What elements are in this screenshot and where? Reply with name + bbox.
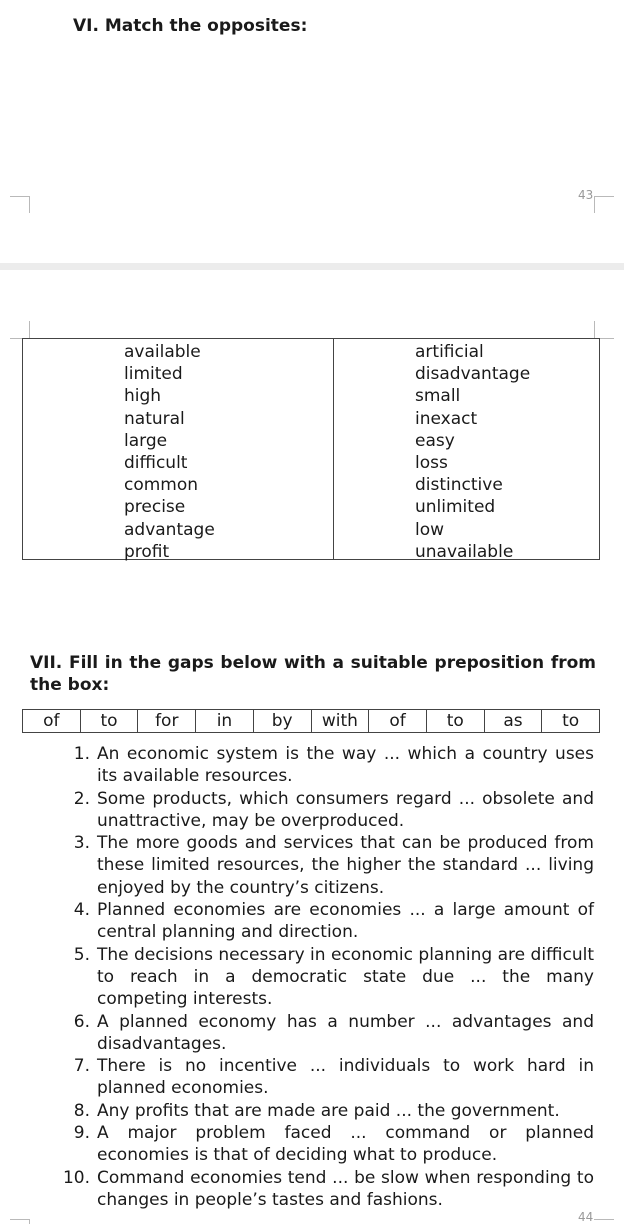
preposition-cell: in <box>196 710 254 732</box>
sentence-text: Any profits that are made are paid ... the government. <box>97 1100 560 1121</box>
sentence-number: 4. <box>73 900 90 921</box>
sentence-item <box>0 1167 624 1212</box>
sentence-item <box>0 788 624 833</box>
page44-bottom-corner-left-vertical <box>29 1219 30 1224</box>
preposition-cell: of <box>23 710 81 732</box>
preposition-cell: to <box>81 710 139 732</box>
sentence-text: A major problem faced ... command or planned economies is that of deciding what to produce. <box>97 1123 594 1166</box>
preposition-cell: as <box>485 710 543 732</box>
sentence-item <box>0 832 624 899</box>
corner-mark-right <box>594 196 614 197</box>
sentence-item <box>0 944 624 1011</box>
opposite-word: loss <box>415 453 448 474</box>
section-vi-heading: VI. Match the opposites: <box>73 16 308 36</box>
page44-corner-left-vertical <box>29 321 30 338</box>
sentence-number: 7. <box>73 1056 90 1077</box>
opposites-left-column <box>124 341 215 563</box>
corner-mark-left <box>10 196 30 197</box>
sentence-text: There is no incentive ... individuals to work hard in planned economies. <box>97 1056 594 1099</box>
sentence-number: 10. <box>62 1167 90 1188</box>
opposite-word: distinctive <box>415 475 503 496</box>
opposite-word: advantage <box>124 519 215 540</box>
sentence-text: Some products, which consumers regard ... obsolete and unattractive, may be overproduced. <box>97 788 594 831</box>
preposition-cell: by <box>254 710 312 732</box>
sentence-text: Command economies tend ... be slow when responding to changes in people’s tastes and fashions. <box>97 1167 594 1210</box>
opposite-word: small <box>415 386 461 407</box>
preposition-cell: to <box>562 711 580 731</box>
opposite-word: inexact <box>415 408 478 429</box>
sentence-number: 5. <box>73 944 90 965</box>
page-number-44: 44 <box>578 1210 594 1224</box>
page-number-43: 43 <box>578 188 594 202</box>
opposite-word: artificial <box>415 342 484 362</box>
opposite-word: difficult <box>124 453 188 474</box>
preposition-cell: with <box>312 710 370 732</box>
preposition-cell: of <box>369 710 427 732</box>
opposite-word: disadvantage <box>415 364 531 385</box>
sentence-number: 2. <box>73 788 90 809</box>
opposite-word: unlimited <box>415 497 496 518</box>
opposite-word: high <box>124 386 162 407</box>
opposite-word: profit <box>124 541 170 562</box>
preposition-cell: for <box>138 710 196 732</box>
page44-bottom-corner-left <box>10 1219 30 1220</box>
corner-mark-right-vertical <box>594 196 595 213</box>
sentence-item <box>0 1011 624 1056</box>
sentence-number: 9. <box>73 1123 90 1144</box>
opposites-table-divider <box>333 339 334 559</box>
opposite-word: low <box>415 519 445 540</box>
sentence-text: The decisions necessary in economic planning are difficult to reach in a democratic state due ... the many competing interests. <box>97 944 594 1010</box>
page44-corner-right-vertical <box>594 321 595 338</box>
page-separator <box>0 263 624 270</box>
sentence-item <box>0 1122 624 1167</box>
sentence-list <box>0 743 624 1211</box>
section-vii-heading: VII. Fill in the gaps below with a suitable preposition from the box: <box>30 653 596 695</box>
corner-mark-left-vertical <box>29 196 30 213</box>
preposition-box <box>22 709 600 733</box>
sentence-item <box>0 899 624 944</box>
sentence-item <box>0 1100 624 1122</box>
opposites-table <box>22 338 600 560</box>
opposite-word: large <box>124 430 168 451</box>
opposites-right-column <box>415 341 530 563</box>
opposite-word: precise <box>124 497 186 518</box>
sentence-text: Planned economies are economies ... a large amount of central planning and direction. <box>97 900 594 943</box>
opposite-word: easy <box>415 430 455 451</box>
sentence-text: A planned economy has a number ... advantages and disadvantages. <box>97 1011 594 1054</box>
sentence-text: An economic system is the way ... which a country uses its available resources. <box>97 744 594 787</box>
opposite-word: unavailable <box>415 541 514 562</box>
preposition-cell: to <box>427 710 485 732</box>
sentence-item <box>0 1055 624 1100</box>
sentence-text: The more goods and services that can be produced from these limited resources, the higher the standard ... living enjoyed by the country’s citizens. <box>97 833 594 898</box>
sentence-number: 8. <box>73 1100 90 1121</box>
page44-bottom-corner-right <box>594 1219 614 1220</box>
sentence-number: 3. <box>73 833 90 854</box>
opposite-word: natural <box>124 408 185 429</box>
sentence-number: 1. <box>73 744 90 764</box>
opposite-word: available <box>124 342 201 362</box>
opposite-word: limited <box>124 364 183 385</box>
opposite-word: common <box>124 475 199 496</box>
sentence-item <box>0 743 624 788</box>
sentence-number: 6. <box>73 1011 90 1032</box>
